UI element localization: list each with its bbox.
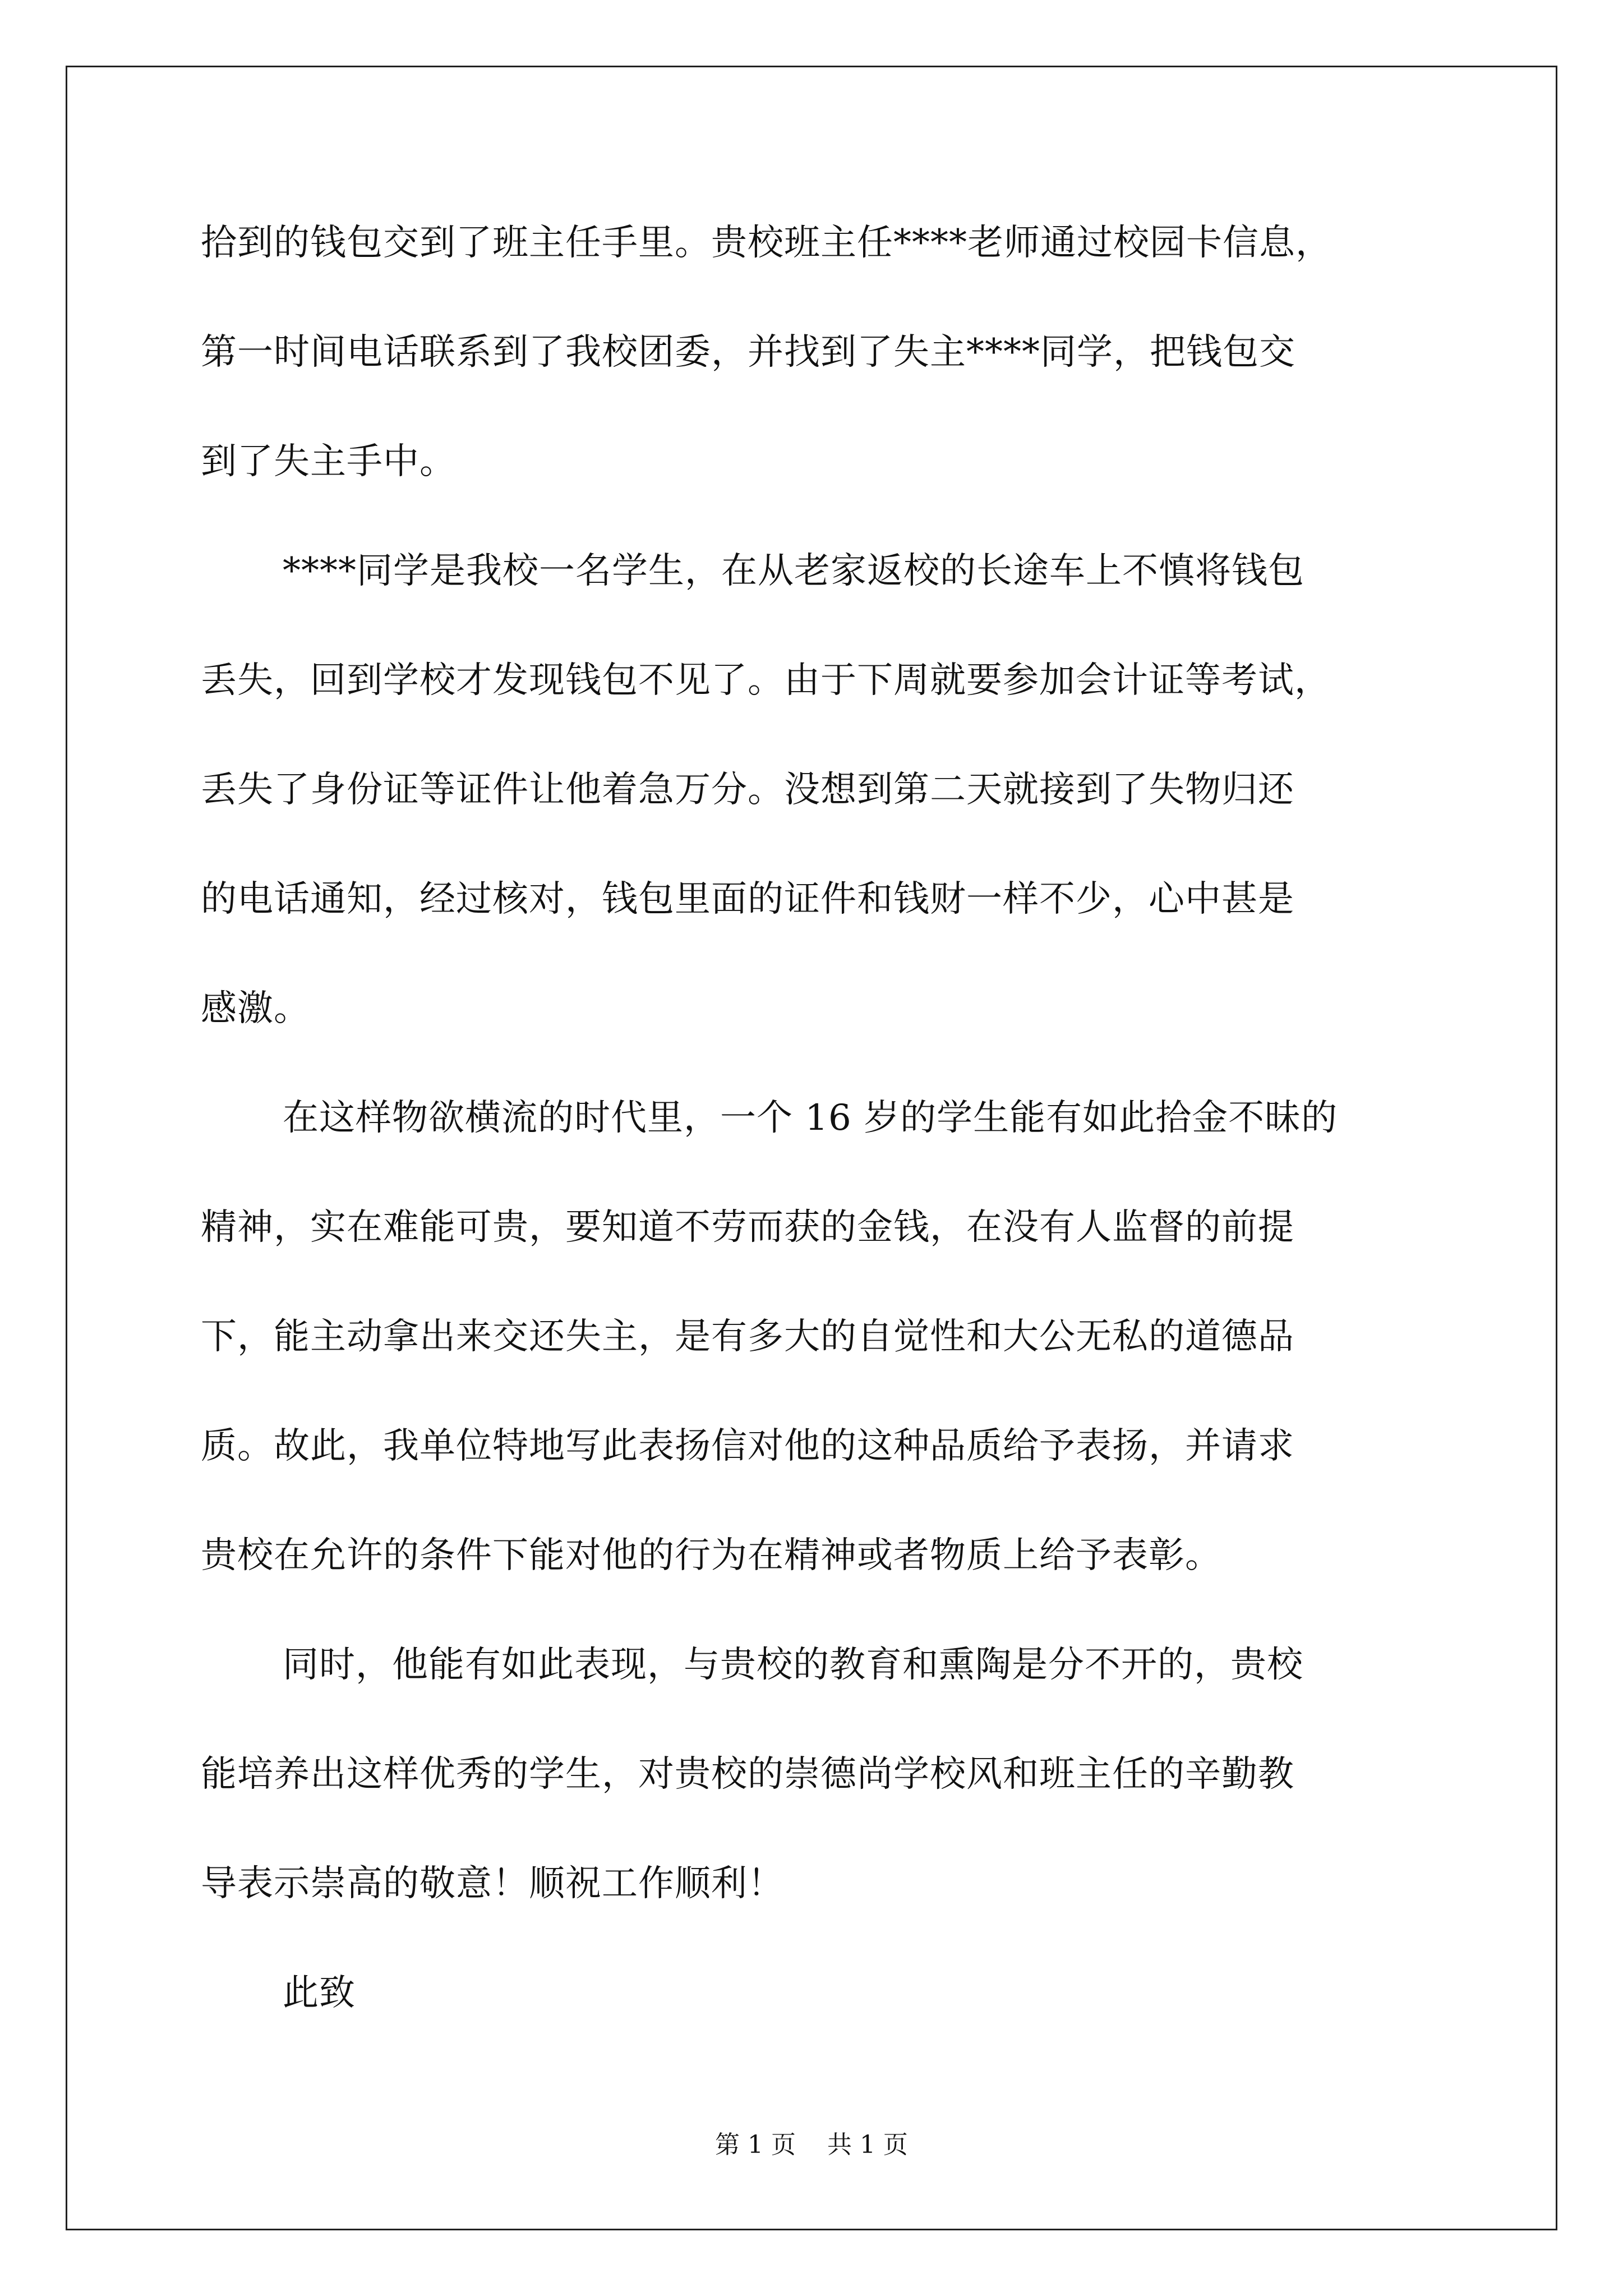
paragraph-start-line: 在这样物欲横流的时代里，一个 16 岁的学生能有如此拾金不昧的 bbox=[283, 1097, 1338, 1139]
text-line: 第一时间电话联系到了我校团委，并找到了失主****同学，把钱包交 bbox=[201, 332, 1295, 373]
text-line: 导表示崇高的敬意！顺祝工作顺利！ bbox=[201, 1863, 784, 1904]
text-line: 下，能主动拿出来交还失主，是有多大的自觉性和大公无私的道德品 bbox=[201, 1316, 1294, 1358]
text-line: 到了失主手中。 bbox=[201, 441, 456, 482]
page-footer bbox=[0, 2128, 1623, 2162]
text-line: 精神，实在难能可贵，要知道不劳而获的金钱，在没有人监督的前提 bbox=[201, 1207, 1294, 1248]
closing-salutation: 此致 bbox=[283, 1972, 356, 2014]
text-line: 能培养出这样优秀的学生，对贵校的崇德尚学校风和班主任的辛勤教 bbox=[201, 1754, 1294, 1795]
text-line: 丢失了身份证等证件让他着急万分。没想到第二天就接到了失物归还 bbox=[201, 769, 1294, 811]
paragraph-start-line: ****同学是我校一名学生，在从老家返校的长途车上不慎将钱包 bbox=[283, 550, 1304, 592]
page-total: 共 1 页 bbox=[827, 2131, 908, 2159]
text-line: 质。故此，我单位特地写此表扬信对他的这种品质给予表扬，并请求 bbox=[201, 1425, 1294, 1467]
text-line: 拾到的钱包交到了班主任手里。贵校班主任****老师通过校园卡信息， bbox=[201, 222, 1332, 264]
text-line: 贵校在允许的条件下能对他的行为在精神或者物质上给予表彰。 bbox=[201, 1535, 1221, 1576]
text-line: 的电话通知，经过核对，钱包里面的证件和钱财一样不少，心中甚是 bbox=[201, 878, 1294, 920]
letter-body bbox=[201, 206, 1435, 2066]
text-line: 丢失，回到学校才发现钱包不见了。由于下周就要参加会计证等考试， bbox=[201, 660, 1331, 701]
page-number: 第 1 页 bbox=[715, 2131, 796, 2159]
paragraph-start-line: 同时，他能有如此表现，与贵校的教育和熏陶是分不开的，贵校 bbox=[283, 1644, 1303, 1686]
text-line: 感激。 bbox=[201, 988, 310, 1029]
